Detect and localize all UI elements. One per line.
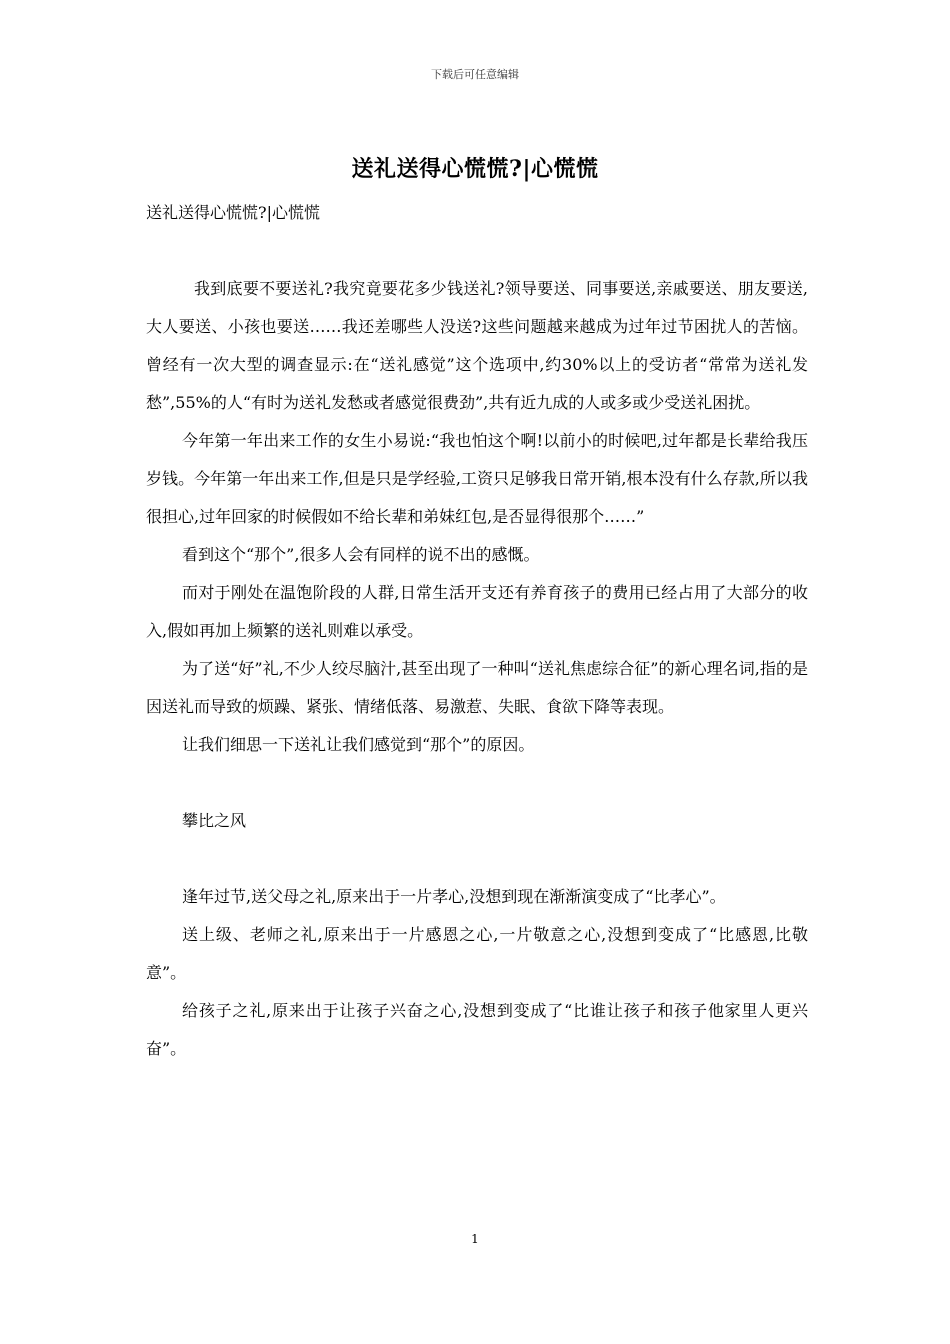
- document-body: [146, 270, 808, 1068]
- section-heading-panbi: 攀比之风: [182, 811, 247, 830]
- page-number: 1: [471, 1232, 479, 1246]
- paragraph-nage: 看到这个“那个”,很多人会有同样的说不出的感慨。: [182, 545, 540, 564]
- paragraph-anxiety: 为了送“好”礼,不少人绞尽脑汁,甚至出现了一种叫“送礼焦虑综合征”的新心理名词,指的是因送礼而导致的烦躁、紧张、情绪低落、易激惹、失眠、食欲下降等表现。: [146, 659, 808, 716]
- page-header-note: 下载后可任意编辑: [431, 68, 519, 81]
- paragraph-reasons: 让我们细思一下送礼让我们感觉到“那个”的原因。: [182, 735, 535, 754]
- document-title: 送礼送得心慌慌?|心慌慌: [351, 156, 599, 182]
- paragraph-parents: 逢年过节,送父母之礼,原来出于一片孝心,没想到现在渐渐演变成了“比孝心”。: [182, 887, 726, 906]
- paragraph-children: 给孩子之礼,原来出于让孩子兴奋之心,没想到变成了“比谁让孩子和孩子他家里人更兴奋”。: [146, 1001, 808, 1058]
- paragraph-income: 而对于刚处在温饱阶段的人群,日常生活开支还有养育孩子的费用已经占用了大部分的收入,假如再加上频繁的送礼则难以承受。: [146, 583, 808, 640]
- paragraph-xiaoyi-quote: 今年第一年出来工作的女生小易说:“我也怕这个啊!以前小的时候吧,过年都是长辈给我压岁钱。今年第一年出来工作,但是只是学经验,工资只足够我日常开销,根本没有什么存款,所以我很担心,过年回家的时候假如不给长辈和弟妹红包,是否显得很那个……”: [146, 431, 808, 526]
- paragraph-intro: 我到底要不要送礼?我究竟要花多少钱送礼?领导要送、同事要送,亲戚要送、朋友要送,大人要送、小孩也要送……我还差哪些人没送?这些问题越来越成为过年过节困扰人的苦恼。 曾经有一次大型的调查显示:在“送礼感觉”这个选项中,约30%以上的受访者“常常为送礼发愁”,55%的人“有时为送礼发愁或者感觉很费劲”,共有近九成的人或多或少受送礼困扰。: [146, 279, 808, 412]
- paragraph-teachers: 送上级、老师之礼,原来出于一片感恩之心,一片敬意之心,没想到变成了“比感恩,比敬意”。: [146, 925, 808, 982]
- document-subtitle: 送礼送得心慌慌?|心慌慌: [146, 203, 320, 222]
